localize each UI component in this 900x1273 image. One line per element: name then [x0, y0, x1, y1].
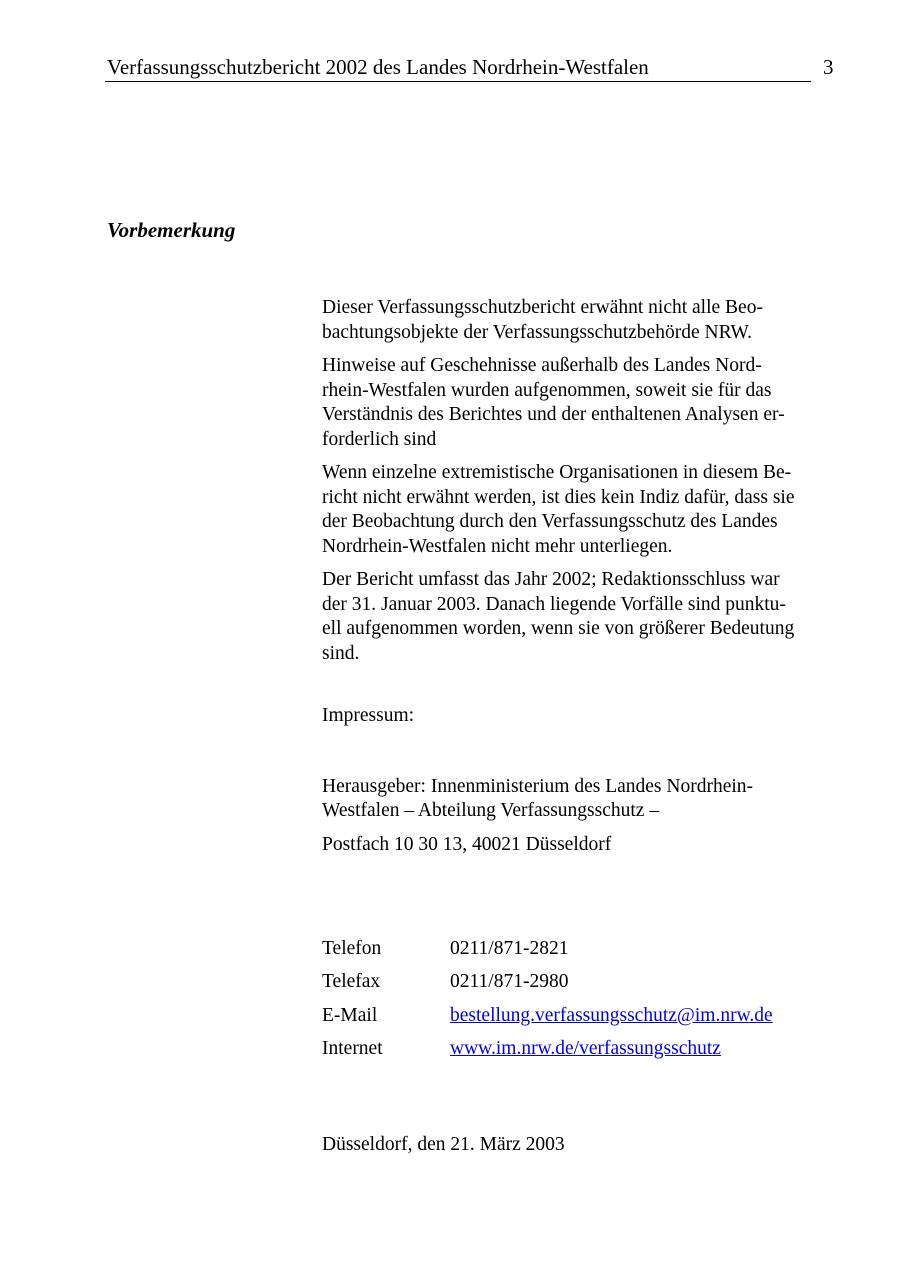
website-link[interactable]: www.im.nrw.de/verfassungsschutz	[450, 1038, 721, 1059]
page-number: 3	[823, 55, 834, 79]
paragraph-line: sind.	[322, 642, 360, 664]
publisher-address: Postfach 10 30 13, 40021 Düsseldorf	[322, 833, 612, 855]
paragraph-line: Wenn einzelne extremistische Organisationen in diesem Be-	[322, 462, 792, 483]
publisher-line: Westfalen – Abteilung Verfassungsschutz –	[322, 800, 660, 821]
contact-label: E-Mail	[322, 1004, 378, 1026]
paragraph	[322, 296, 842, 345]
paragraph-line: richt nicht erwähnt werden, ist dies kein Indiz dafür, dass sie	[322, 486, 795, 508]
contact-row-email	[322, 999, 773, 1033]
phone-number: 0211/871-2821	[450, 937, 569, 959]
header-rule	[105, 81, 811, 82]
email-link[interactable]: bestellung.verfassungsschutz@im.nrw.de	[450, 1004, 773, 1026]
website-cell	[450, 1033, 773, 1067]
paragraph-line: bachtungsobjekte der Verfassungsschutzbehörde NRW.	[322, 321, 752, 343]
paragraph	[322, 354, 842, 452]
paragraph	[322, 461, 842, 559]
contact-label: Telefon	[322, 937, 382, 959]
contact-table	[322, 932, 773, 1066]
paragraph-line: der Beobachtung durch den Verfassungsschutz des Landes	[322, 511, 778, 532]
impressum-label: Impressum:	[322, 705, 415, 726]
paragraph-line: Dieser Verfassungsschutzbericht erwähnt nicht alle Beo-	[322, 297, 763, 318]
dateline: Düsseldorf, den 21. März 2003	[322, 1134, 565, 1155]
publisher	[322, 775, 842, 824]
publisher-line: Herausgeber: Innenministerium des Landes Nordrhein-	[322, 775, 754, 797]
paragraph-line: Hinweise auf Geschehnisse außerhalb des Landes Nord-	[322, 355, 762, 376]
contact-label: Telefax	[322, 971, 381, 992]
paragraph-line: forderlich sind	[322, 428, 437, 450]
section-heading: Vorbemerkung	[107, 218, 236, 242]
main-content	[322, 296, 842, 1158]
email-cell	[450, 999, 773, 1033]
paragraph-line: ell aufgenommen worden, wenn sie von größerer Bedeutung	[322, 618, 795, 639]
paragraph-line: Verständnis des Berichtes und der enthaltenen Analysen er-	[322, 404, 785, 425]
paragraph-line: Der Bericht umfasst das Jahr 2002; Redaktionsschluss war	[322, 569, 780, 590]
paragraph-line: Nordrhein-Westfalen nicht mehr unterliegen.	[322, 535, 673, 557]
fax-number: 0211/871-2980	[450, 971, 569, 992]
contact-label: Internet	[322, 1038, 383, 1059]
page-header-title: Verfassungsschutzbericht 2002 des Landes Nordrhein-Westfalen	[107, 55, 649, 79]
paragraph-line: rhein-Westfalen wurden aufgenommen, soweit sie für das	[322, 379, 772, 401]
contact-row-fax	[322, 966, 773, 1000]
paragraph	[322, 568, 842, 666]
contact-row-internet	[322, 1033, 773, 1067]
contact-row-phone	[322, 932, 773, 966]
paragraph-line: der 31. Januar 2003. Danach liegende Vorfälle sind punktu-	[322, 593, 786, 615]
